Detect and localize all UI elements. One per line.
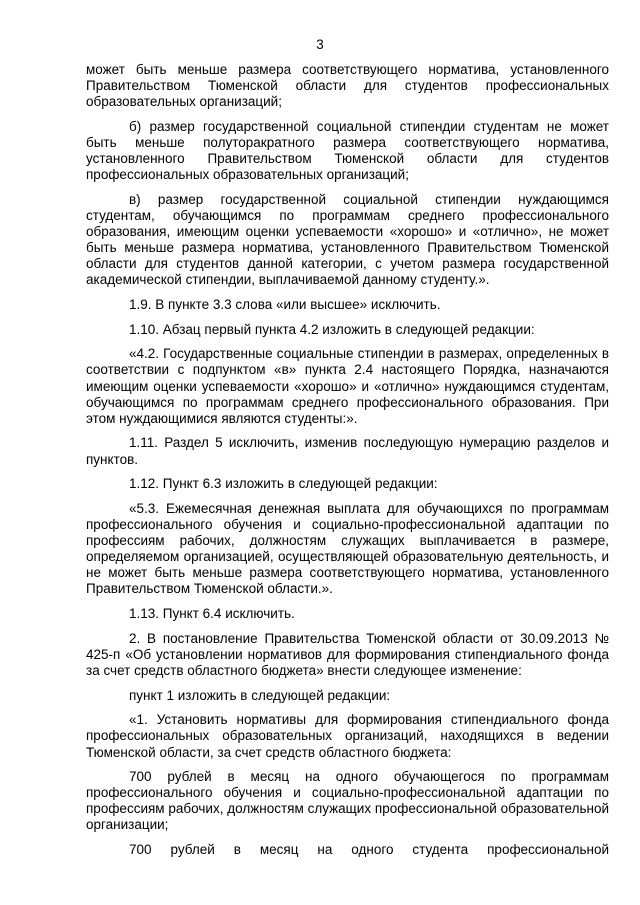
paragraph-norm-700-student: 700 рублей в месяц на одного студента профессиональной	[129, 842, 609, 858]
paragraph-item-1-11: 1.11. Раздел 5 исключить, изменив последующую нумерацию разделов и пунктов.	[86, 435, 609, 467]
paragraph-subitem-b: б) размер государственной социальной стипендии студентам не может быть меньше полуторакратного размера соответствующего норматива, установленного Правительством Тюменской области для студентов профессиональных образовательных организаций;	[86, 118, 609, 183]
paragraph-point-1: пункт 1 изложить в следующей редакции:	[129, 687, 391, 703]
paragraph-item-1-12: 1.12. Пункт 6.3 изложить в следующей редакции:	[129, 476, 438, 492]
paragraph-subitem-v: в) размер государственной социальной стипендии нуждающимся студентам, обучающимся по программам среднего профессионального образования, имеющим оценки успеваемости «хорошо» и «отлично», не может быть меньше размера норматива, установленного Правительством Тюменской области для студентов данной категории, с учетом размера государственной академической стипендии, выплачиваемой данному студенту.».	[86, 191, 609, 288]
paragraph-item-1-9: 1.9. В пункте 3.3 слова «или высшее» исключить.	[129, 297, 441, 312]
page-number: 3	[316, 37, 324, 52]
document-body	[86, 62, 609, 867]
paragraph-quote-1: «1. Установить нормативы для формирования стипендиального фонда профессиональных образовательных организаций, находящихся в ведении Тюменской области, за счет средств областного бюджета:	[86, 712, 609, 760]
paragraph-item-1-13: 1.13. Пункт 6.4 исключить.	[129, 606, 295, 622]
paragraph-continuation: может быть меньше размера соответствующего норматива, установленного Правительством Тюменской области для студентов профессиональных образовательных организаций;	[86, 62, 609, 110]
paragraph-item-2: 2. В постановление Правительства Тюменской области от 30.09.2013 № 425-п «Об установлении нормативов для формирования стипендиального фонда за счет средств областного бюджета» внести следующее изменение:	[86, 630, 609, 678]
paragraph-item-1-10: 1.10. Абзац первый пункта 4.2 изложить в следующей редакции:	[129, 321, 535, 337]
paragraph-quote-4-2: «4.2. Государственные социальные стипендии в размерах, определенных в соответствии с подпунктом «в» пункта 2.4 настоящего Порядка, назначаются имеющим оценки успеваемости «хорошо» и «отлично» нуждающимся студентам, обучающимся по программам среднего профессионального образования. При этом нуждающимися являются студенты:».	[86, 346, 609, 426]
paragraph-quote-5-3: «5.3. Ежемесячная денежная выплата для обучающихся по программам профессионального обучения и социально-профессиональной адаптации по профессиям рабочих, должностям служащих выплачивается в размере, определяемом организацией, осуществляющей образовательную деятельность, и не может быть меньше размера соответствующего норматива, установленного Правительством Тюменской области.».	[86, 500, 609, 597]
paragraph-norm-700-training: 700 рублей в месяц на одного обучающегося по программам профессионального обучения и социально-профессиональной адаптации по профессиям рабочих, должностям служащих профессиональной образовательной организации;	[86, 769, 609, 833]
